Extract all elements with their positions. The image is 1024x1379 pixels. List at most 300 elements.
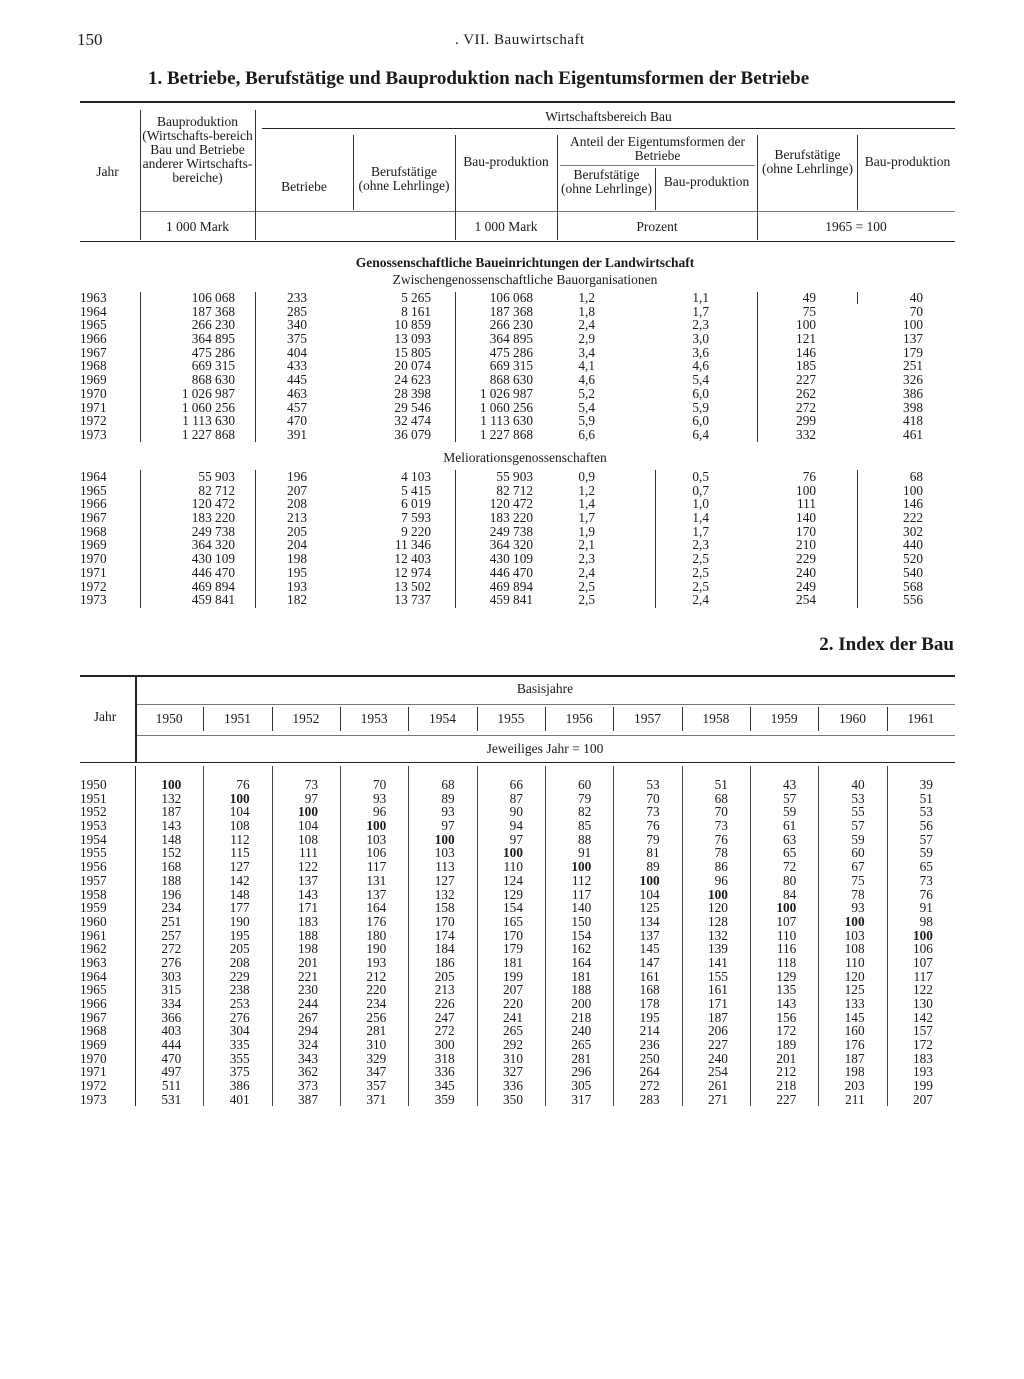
table-row xyxy=(80,470,955,484)
table-cell: 868 630 xyxy=(489,372,533,388)
table-row xyxy=(80,860,955,874)
table-cell: 241 xyxy=(503,1009,523,1025)
table-row xyxy=(80,1079,955,1093)
t2-header-vline xyxy=(545,707,546,731)
table-cell: 5,9 xyxy=(578,413,595,429)
table-cell: 271 xyxy=(708,1091,728,1107)
table-cell: 110 xyxy=(776,927,797,943)
table-cell: 142 xyxy=(229,872,250,888)
t1-header-anteil-berufstaetige: Berufstätige (ohne Lehrlinge) xyxy=(560,167,653,196)
table-cell: 196 xyxy=(287,469,307,484)
row-year: 1969 xyxy=(80,1037,107,1053)
table-cell: 195 xyxy=(639,1009,660,1025)
row-year: 1968 xyxy=(80,1023,107,1039)
table-cell: 531 xyxy=(161,1091,182,1107)
table-cell: 324 xyxy=(298,1037,318,1053)
table-cell: 401 xyxy=(229,1091,250,1107)
table-cell: 433 xyxy=(287,358,307,374)
table-cell: 70 xyxy=(714,804,728,820)
table-cell: 247 xyxy=(434,1009,455,1025)
table2-years-rule xyxy=(135,735,955,736)
row-year: 1966 xyxy=(80,331,107,347)
table-row xyxy=(80,901,955,915)
table-cell: 2,5 xyxy=(578,592,595,608)
table-cell: 470 xyxy=(287,413,307,429)
table-cell: 100 xyxy=(844,913,865,929)
table-cell: 375 xyxy=(287,331,307,347)
table-cell: 200 xyxy=(571,996,592,1011)
table-cell: 28 398 xyxy=(394,385,431,401)
table-cell: 440 xyxy=(903,537,923,553)
table-cell: 164 xyxy=(571,954,592,970)
row-year: 1958 xyxy=(80,886,107,902)
table-cell: 110 xyxy=(503,859,523,875)
table-cell: 174 xyxy=(434,927,455,943)
table-cell: 116 xyxy=(776,941,797,957)
table-cell: 120 472 xyxy=(191,496,235,512)
table-row xyxy=(80,970,955,984)
table-cell: 100 xyxy=(229,790,250,806)
table-cell: 294 xyxy=(298,1023,318,1039)
t1-section-b-rows xyxy=(80,470,955,607)
table-cell: 1,9 xyxy=(578,523,595,539)
table-cell: 76 xyxy=(714,831,728,847)
row-year: 1961 xyxy=(80,927,107,943)
table-cell: 6,6 xyxy=(578,426,595,442)
table2-header-bottom-rule xyxy=(80,762,955,763)
table-cell: 5 415 xyxy=(401,482,431,498)
table-cell: 56 xyxy=(919,818,933,834)
row-year: 1973 xyxy=(80,1091,107,1107)
table-cell: 100 xyxy=(776,900,797,916)
table-cell: 364 320 xyxy=(489,537,533,553)
table-cell: 229 xyxy=(796,551,816,567)
table-cell: 463 xyxy=(287,385,307,401)
table-cell: 446 470 xyxy=(489,564,533,580)
table-cell: 2,5 xyxy=(578,578,595,594)
table-cell: 170 xyxy=(796,523,816,539)
table-cell: 184 xyxy=(434,941,455,957)
table-cell: 93 xyxy=(851,900,865,916)
table-cell: 1 026 987 xyxy=(479,385,533,401)
table-cell: 190 xyxy=(229,913,250,929)
table-cell: 226 xyxy=(434,996,455,1011)
table-cell: 117 xyxy=(913,968,933,984)
t2-header-vline xyxy=(340,707,341,731)
table-cell: 188 xyxy=(571,982,592,998)
table-cell: 283 xyxy=(639,1091,660,1107)
table-cell: 4 103 xyxy=(401,469,431,484)
table-cell: 131 xyxy=(366,872,387,888)
table-row xyxy=(80,525,955,539)
table-row xyxy=(80,997,955,1011)
table-row xyxy=(80,1024,955,1038)
table-cell: 1 227 868 xyxy=(181,426,235,442)
table-cell: 418 xyxy=(903,413,923,429)
table-row xyxy=(80,387,955,401)
table-cell: 90 xyxy=(509,804,523,820)
table-cell: 315 xyxy=(161,982,182,998)
table-cell: 67 xyxy=(851,859,865,875)
table-row xyxy=(80,552,955,566)
table-row xyxy=(80,359,955,373)
table-cell: 208 xyxy=(287,496,307,512)
table-cell: 112 xyxy=(571,872,592,888)
table-cell: 111 xyxy=(797,496,816,512)
table-cell: 125 xyxy=(639,900,660,916)
table-cell: 118 xyxy=(776,954,797,970)
table-row xyxy=(80,956,955,970)
column-header-year: 1957 xyxy=(633,711,661,726)
table-cell: 6 019 xyxy=(401,496,431,512)
table-cell: 81 xyxy=(646,845,660,861)
table-cell: 49 xyxy=(802,290,816,305)
table-cell: 176 xyxy=(366,913,387,929)
table-row xyxy=(80,484,955,498)
table-cell: 0,7 xyxy=(692,482,709,498)
t1-header-betriebe: Betriebe xyxy=(281,179,327,194)
table-cell: 272 xyxy=(161,941,182,957)
table-cell: 181 xyxy=(503,954,523,970)
table-row xyxy=(80,1011,955,1025)
table-cell: 160 xyxy=(844,1023,865,1039)
table-cell: 221 xyxy=(298,968,318,984)
table-cell: 100 xyxy=(639,872,660,888)
table-cell: 120 xyxy=(844,968,865,984)
table-cell: 10 859 xyxy=(394,317,431,333)
column-header-year: 1950 xyxy=(155,711,183,726)
table-row xyxy=(80,888,955,902)
t1-vline xyxy=(857,292,858,304)
table-cell: 137 xyxy=(903,331,923,347)
table-cell: 195 xyxy=(229,927,250,943)
table-cell: 1 026 987 xyxy=(181,385,235,401)
table-cell: 84 xyxy=(782,886,797,902)
table-cell: 171 xyxy=(708,996,728,1011)
table-cell: 195 xyxy=(287,564,307,580)
table2-top-rule xyxy=(80,675,955,677)
t2-header-vline xyxy=(477,707,478,731)
table-cell: 100 xyxy=(903,482,923,498)
table-cell: 220 xyxy=(503,996,523,1011)
table-cell: 154 xyxy=(571,927,592,943)
table-cell: 249 xyxy=(796,578,816,594)
row-year: 1966 xyxy=(80,996,107,1011)
table-cell: 168 xyxy=(161,859,182,875)
t1-section-a-subtitle: Zwischengenossenschaftliche Bauorganisationen xyxy=(392,272,658,287)
t1-unit-mark1: 1 000 Mark xyxy=(166,219,229,234)
table-cell: 264 xyxy=(639,1064,660,1080)
table-cell: 148 xyxy=(229,886,250,902)
table-cell: 110 xyxy=(845,954,865,970)
table-cell: 73 xyxy=(646,804,660,820)
table-cell: 267 xyxy=(298,1009,318,1025)
table-cell: 1,4 xyxy=(692,510,709,526)
table-cell: 182 xyxy=(287,592,307,608)
t1-vline xyxy=(353,135,354,210)
table-cell: 122 xyxy=(298,859,318,875)
table-cell: 233 xyxy=(287,290,307,305)
t1-header-jahr: Jahr xyxy=(96,164,119,179)
table-cell: 183 220 xyxy=(191,510,235,526)
table-cell: 386 xyxy=(903,385,923,401)
table-cell: 336 xyxy=(503,1078,523,1094)
page-number: 150 xyxy=(77,30,103,49)
row-year: 1971 xyxy=(80,564,107,580)
table-cell: 540 xyxy=(903,564,923,580)
table-cell: 364 895 xyxy=(489,331,533,347)
table-cell: 5,9 xyxy=(692,399,709,415)
table-cell: 444 xyxy=(161,1037,182,1053)
table-cell: 155 xyxy=(708,968,728,984)
table-cell: 386 xyxy=(229,1078,250,1094)
table-cell: 403 xyxy=(161,1023,182,1039)
table-cell: 139 xyxy=(708,941,728,957)
table-cell: 227 xyxy=(796,372,816,388)
table-cell: 133 xyxy=(844,996,865,1011)
table-cell: 208 xyxy=(229,954,250,970)
table-cell: 520 xyxy=(903,551,923,567)
table-cell: 68 xyxy=(909,469,923,484)
column-header-year: 1953 xyxy=(360,711,388,726)
table-cell: 60 xyxy=(851,845,865,861)
table-cell: 187 xyxy=(161,804,182,820)
table-cell: 210 xyxy=(796,537,816,553)
table-cell: 135 xyxy=(776,982,797,998)
table-cell: 97 xyxy=(509,831,523,847)
table-cell: 59 xyxy=(919,845,933,861)
table1-unit-rule xyxy=(140,211,955,212)
table-cell: 190 xyxy=(366,941,387,957)
table-cell: 80 xyxy=(782,872,797,888)
table-cell: 107 xyxy=(912,954,933,970)
t2-header-vline xyxy=(682,707,683,731)
t2-header-jahr: Jahr xyxy=(93,709,117,724)
table-cell: 82 xyxy=(578,804,592,820)
table-cell: 120 xyxy=(708,900,728,916)
column-header-year: 1956 xyxy=(565,711,593,726)
table-cell: 162 xyxy=(571,941,592,957)
table-cell: 253 xyxy=(229,996,250,1011)
row-year: 1954 xyxy=(80,831,107,847)
table-cell: 1 113 630 xyxy=(480,413,533,429)
table-cell: 43 xyxy=(782,777,797,792)
row-year: 1963 xyxy=(80,954,107,970)
table-cell: 117 xyxy=(366,859,387,875)
table-cell: 459 841 xyxy=(489,592,533,608)
table-cell: 227 xyxy=(708,1037,728,1053)
table-cell: 204 xyxy=(287,537,307,553)
table-cell: 51 xyxy=(714,777,728,792)
row-year: 1964 xyxy=(80,303,107,319)
table-cell: 115 xyxy=(230,845,250,861)
table-cell: 236 xyxy=(639,1037,660,1053)
table-cell: 205 xyxy=(434,968,455,984)
table-cell: 112 xyxy=(230,831,250,847)
table-cell: 1,2 xyxy=(578,482,595,498)
table-cell: 79 xyxy=(646,831,660,847)
table-cell: 326 xyxy=(903,372,923,388)
table-row xyxy=(80,497,955,511)
table-cell: 6,0 xyxy=(692,413,709,429)
table-cell: 364 320 xyxy=(191,537,235,553)
table-cell: 299 xyxy=(796,413,816,429)
table-cell: 5,2 xyxy=(578,385,595,401)
table-cell: 251 xyxy=(903,358,923,374)
table-cell: 281 xyxy=(571,1050,592,1066)
table-cell: 87 xyxy=(509,790,523,806)
table-cell: 59 xyxy=(782,804,797,820)
table-cell: 180 xyxy=(366,927,387,943)
table-cell: 145 xyxy=(639,941,660,957)
table-cell: 76 xyxy=(919,886,933,902)
table-cell: 29 546 xyxy=(394,399,431,415)
table-cell: 103 xyxy=(844,927,865,943)
table-cell: 2,5 xyxy=(692,578,709,594)
table-cell: 213 xyxy=(287,510,307,526)
table-cell: 132 xyxy=(161,790,182,806)
row-year: 1970 xyxy=(80,1050,107,1066)
table-cell: 165 xyxy=(503,913,523,929)
table-cell: 103 xyxy=(434,845,455,861)
column-header-year: 1958 xyxy=(702,711,730,726)
table-cell: 207 xyxy=(503,982,523,998)
table-cell: 150 xyxy=(571,913,592,929)
table-cell: 249 738 xyxy=(489,523,533,539)
table-row xyxy=(80,1052,955,1066)
table-cell: 234 xyxy=(366,996,387,1011)
table-cell: 100 xyxy=(796,482,816,498)
table-cell: 347 xyxy=(366,1064,387,1080)
table-cell: 266 230 xyxy=(191,317,235,333)
table-cell: 497 xyxy=(161,1064,182,1080)
table-cell: 143 xyxy=(298,886,318,902)
table-cell: 70 xyxy=(909,303,923,319)
table-cell: 120 472 xyxy=(489,496,533,512)
table-cell: 65 xyxy=(919,859,933,875)
table-cell: 343 xyxy=(298,1050,318,1066)
row-year: 1956 xyxy=(80,859,107,875)
table-cell: 2,3 xyxy=(692,317,709,333)
chapter-title: . VII. Bauwirtschaft xyxy=(455,32,585,48)
row-year: 1969 xyxy=(80,537,107,553)
table-cell: 430 109 xyxy=(191,551,235,567)
table-cell: 459 841 xyxy=(191,592,235,608)
table-cell: 272 xyxy=(796,399,816,415)
table-cell: 183 220 xyxy=(489,510,533,526)
t1-unit-mark2: 1 000 Mark xyxy=(474,219,538,234)
row-year: 1967 xyxy=(80,344,107,360)
table-row xyxy=(80,874,955,888)
table-cell: 57 xyxy=(919,831,933,847)
table-cell: 470 xyxy=(161,1050,182,1066)
table-row xyxy=(80,580,955,594)
table-row xyxy=(80,846,955,860)
table-cell: 296 xyxy=(571,1064,592,1080)
table-cell: 132 xyxy=(708,927,728,943)
table-cell: 170 xyxy=(434,913,455,929)
table-cell: 187 368 xyxy=(489,303,533,319)
table-cell: 32 474 xyxy=(394,413,431,429)
table-cell: 211 xyxy=(845,1091,865,1107)
table-cell: 214 xyxy=(639,1023,660,1039)
t1-header-berufstaetige: Berufstätige (ohne Lehrlinge) xyxy=(358,164,450,193)
table-cell: 212 xyxy=(776,1064,797,1080)
table-cell: 398 xyxy=(903,399,923,415)
table-cell: 201 xyxy=(298,954,318,970)
table-cell: 141 xyxy=(708,954,728,970)
t1-section-a-title: Genossenschaftliche Baueinrichtungen der Landwirtschaft xyxy=(355,255,695,270)
table-cell: 366 xyxy=(161,1009,182,1025)
table-cell: 355 xyxy=(229,1050,250,1066)
table-cell: 158 xyxy=(434,900,455,916)
table-cell: 96 xyxy=(714,872,728,888)
table-cell: 172 xyxy=(912,1037,933,1053)
t2-header-vline xyxy=(203,707,204,731)
table-cell: 1,7 xyxy=(692,303,709,319)
table-cell: 375 xyxy=(229,1064,250,1080)
table-row xyxy=(80,566,955,580)
table-cell: 302 xyxy=(903,523,923,539)
table-cell: 227 xyxy=(776,1091,797,1107)
table-cell: 1 060 256 xyxy=(181,399,235,415)
table-cell: 2,4 xyxy=(578,564,595,580)
t2-header-basisjahre: Basisjahre xyxy=(516,681,574,696)
table-cell: 55 xyxy=(851,804,865,820)
table-cell: 125 xyxy=(844,982,865,998)
table-cell: 134 xyxy=(639,913,660,929)
table-cell: 357 xyxy=(366,1078,387,1094)
table-cell: 86 xyxy=(714,859,728,875)
column-header-year: 1954 xyxy=(428,711,456,726)
table-cell: 100 xyxy=(503,845,523,861)
table-cell: 143 xyxy=(776,996,797,1011)
t1-vline xyxy=(655,168,656,210)
table-cell: 3,0 xyxy=(692,331,709,347)
table-cell: 66 xyxy=(509,777,523,792)
table-cell: 1,7 xyxy=(578,510,595,526)
table-cell: 317 xyxy=(571,1091,592,1107)
table-cell: 100 xyxy=(434,831,455,847)
table-cell: 168 xyxy=(639,982,660,998)
table-cell: 329 xyxy=(366,1050,387,1066)
table-cell: 310 xyxy=(366,1037,387,1053)
table-cell: 4,1 xyxy=(578,358,595,374)
table-cell: 137 xyxy=(366,886,387,902)
row-year: 1953 xyxy=(80,818,107,834)
table-cell: 161 xyxy=(708,982,728,998)
table-cell: 281 xyxy=(366,1023,387,1039)
row-year: 1971 xyxy=(80,399,107,415)
table-row xyxy=(80,593,955,607)
t1-header-anteil: Anteil der Eigentumsformen der Betriebe xyxy=(569,134,746,163)
table-cell: 445 xyxy=(287,372,307,388)
table-row xyxy=(80,511,955,525)
table-row xyxy=(80,983,955,997)
table-cell: 130 xyxy=(912,996,933,1011)
table-cell: 13 737 xyxy=(394,592,431,608)
table-cell: 3,4 xyxy=(578,344,595,360)
t1-header-idx-berufstaetige: Berufstätige (ohne Lehrlinge) xyxy=(761,147,854,176)
table-cell: 189 xyxy=(776,1037,797,1053)
table-cell: 4,6 xyxy=(578,372,595,388)
table-cell: 129 xyxy=(503,886,523,902)
table-cell: 97 xyxy=(441,818,455,834)
table-cell: 12 403 xyxy=(394,551,431,567)
t1-header-bauproduktion: Bau-produktion xyxy=(463,154,549,169)
table-cell: 430 109 xyxy=(489,551,533,567)
table-cell: 6,0 xyxy=(692,385,709,401)
